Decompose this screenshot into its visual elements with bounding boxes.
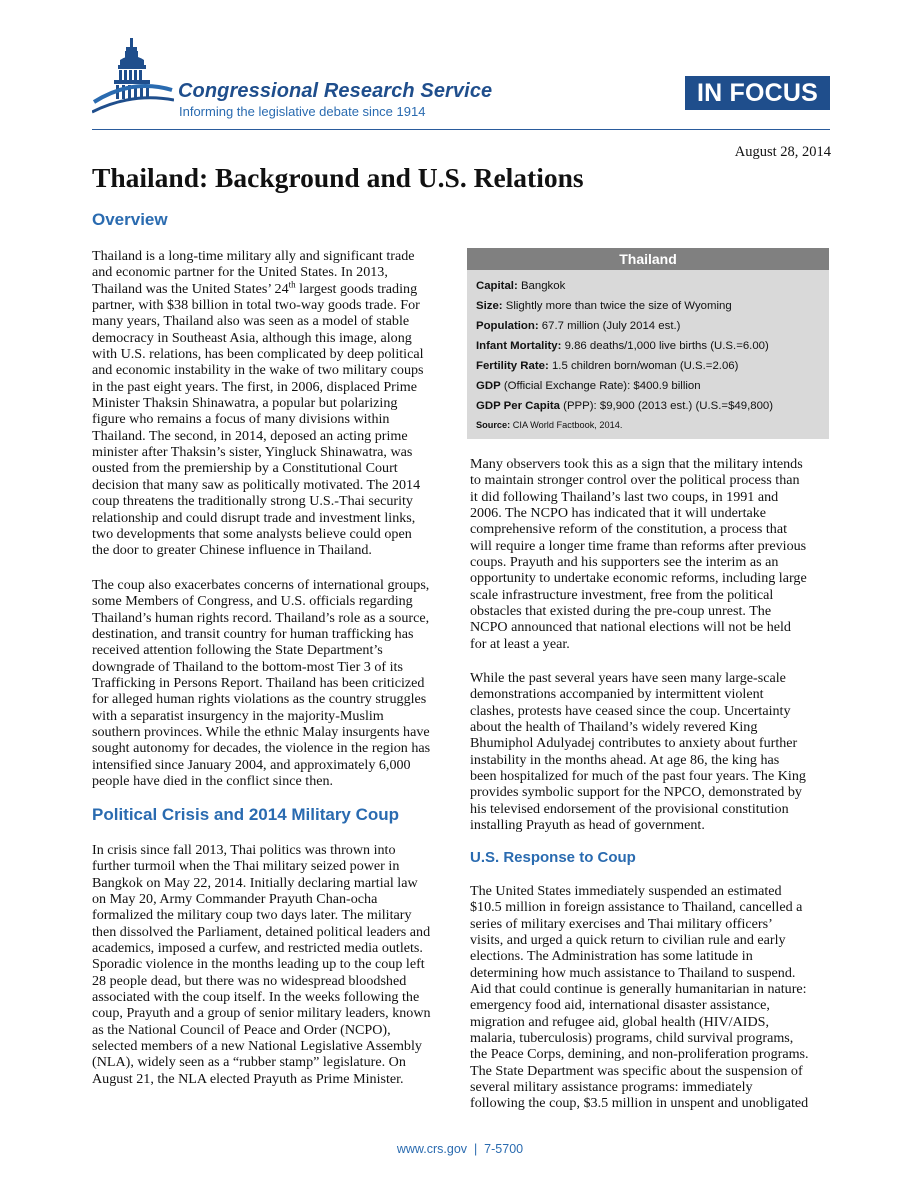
page-footer [0,1142,920,1156]
org-tagline: Informing the legislative debate since 1914 [179,104,426,119]
capitol-dome-logo [92,38,174,118]
footer-url-link[interactable]: www.crs.gov [396,1142,468,1156]
political-crisis-paragraph: In crisis since fall 2013, Thai politics was thrown into further turmoil when the Thai military seized power in Bangkok on May 22, 2014. Initially declaring martial law on May 20, Army Commander Prayuth Chan-ocha formalized the military coup two days later. The military then dissolved the Parliament, detained political leaders and academics, imposed a curfew, and restricted media outlets. Sporadic violence in the months leading up to the coup left 28 people dead, but there was no widespread bloodshed associated with the coup itself. In the weeks following the coup, Prayuth and a group of senior military leaders, known as the National Council of Peace and Order (NCPO), selected members of a new National Legislative Assembly (NLA), widely seen as a “rubber stamp” legislature. On August 21, the NLA elected Prayuth as Prime Minister. [92,842,431,1087]
org-name: Congressional Research Service [178,80,493,102]
country-fact-box [467,248,829,439]
right-paragraph-2: While the past several years have seen many large-scale demonstrations accompanied by intermittent violent clashes, protests have ceased since the coup. Uncertainty about the health of Thailand’s widely revered King Bhumiphol Adulyadej contributes to anxiety about further instability in the months ahead. At age 86, the king has been hospitalized for much of the past four years. The King provides symbolic support for the NPCO, demonstrated by his televised endorsement of the provisional constitution installing Prayuth as head of government. [470,670,806,834]
in-focus-badge: IN FOCUS [685,76,830,110]
overview-paragraph-2: The coup also exacerbates concerns of international groups, some Members of Congress, and U.S. officials regarding Thailand’s human rights record. Thailand’s role as a source, destination, and transit country for human trafficking has received attention following the State Department’s downgrade of Thailand to the bottom-most Tier 3 of its Trafficking in Persons Report. Thailand has been criticized for alleged human rights violations as the country struggles with a separatist insurgency in the majority-Muslim southern provinces. While the ethnic Malay insurgents have sought autonomy for decades, the violence in the region has intensified since January 2004, and approximately 6,000 people have died in the conflict since then. [92,577,431,790]
fact-source: Source: CIA World Factbook, 2014. [476,420,623,430]
publication-date: August 28, 2014 [734,144,831,160]
us-response-paragraph: The United States immediately suspended an estimated $10.5 million in foreign assistance to Thailand, cancelled a series of military exercises and Thai military officers’ visits, and urged a quick return to civilian rule and early elections. The Administration has some latitude in determining how much assistance to Thailand to suspend. Aid that could continue is generally humanitarian in nature: emergency food aid, international disaster assistance, migration and refugee aid, global health (HIV/AIDS, malaria, tuberculosis) programs, child survival programs, the Peace Corps, demining, and non-proliferation programs. The State Department was specific about the suspension of several military assistance programs: immediately following the coup, $3.5 million in unspent and unobligated [470,883,809,1112]
fact-population: Population: 67.7 million (July 2014 est.) [476,320,681,332]
header-divider [92,129,830,130]
section-heading-overview: Overview [92,210,168,229]
footer-separator: | [467,1142,485,1156]
fact-box-heading: Thailand [467,248,829,270]
fact-gdp: GDP (Official Exchange Rate): $400.9 billion [476,380,701,392]
fact-infant-mortality: Infant Mortality: 9.86 deaths/1,000 live births (U.S.=6.00) [476,340,769,352]
section-heading-us-response: U.S. Response to Coup [470,849,636,866]
overview-paragraph-1: Thailand is a long-time military ally and significant trade and economic partner for the United States. In 2013, Thailand was the United States’ 24th largest goods trading partner, with $38 billion in total two-way goods trade. For many years, Thailand also was seen as a model of stable democracy in Southeast Asia, although this image, along with U.S. relations, has been complicated by deep political and economic instability in the wake of two military coups in the past eight years. The first, in 2006, displaced Prime Minister Thaksin Shinawatra, a popular but polarizing figure who remains a focus of many divisions within Thailand. The second, in 2014, deposed an acting prime minister after Thaksin’s sister, Yingluck Shinawatra, was ousted from the premiership by a Constitutional Court decision that many saw as politically motivated. The 2014 coup threatens the traditionally strong U.S.-Thai security relationship and could disrupt trade and investment links, two developments that some analysts believe could open the door to greater Chinese influence in Thailand. [92,248,424,559]
section-heading-political-crisis: Political Crisis and 2014 Military Coup [92,805,400,824]
footer-report-code: 7-5700 [484,1142,524,1156]
page-title: Thailand: Background and U.S. Relations [92,162,584,193]
fact-capital: Capital: Bangkok [476,280,566,292]
right-paragraph-1: Many observers took this as a sign that the military intends to maintain stronger control over the political process than it did following Thailand’s last two coups, in 1991 and 2006. The NCPO has indicated that it will undertake comprehensive reform of the constitution, a process that will require a longer time frame than reforms after previous coups. Prayuth and his supporters see the interim as an opportunity to undertake economic reforms, including large scale infrastructure investment, free from the political obstacles that existed during the pre-coup unrest. The NCPO announced that national elections will not be held for at least a year. [470,456,807,652]
fact-gdp-per-capita: GDP Per Capita (PPP): $9,900 (2013 est.) (U.S.=$49,800) [476,400,774,412]
fact-size: Size: Slightly more than twice the size of Wyoming [476,300,732,312]
fact-fertility-rate: Fertility Rate: 1.5 children born/woman (U.S.=2.06) [476,360,739,372]
